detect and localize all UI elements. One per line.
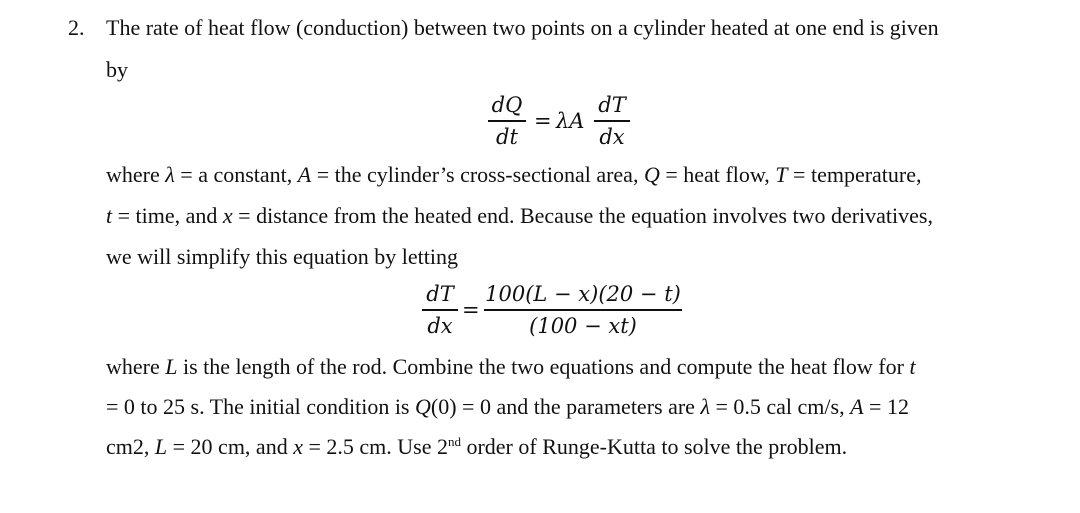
eq1-rhs-denominator: dx bbox=[599, 124, 625, 149]
text-line-4: t = time, and x = distance from the heated end. Because the equation involves two derivatives, bbox=[106, 203, 933, 228]
text-line-8: cm2, L = 20 cm, and x = 2.5 cm. Use 2nd order of Runge-Kutta to solve the problem. bbox=[106, 434, 848, 459]
eq2-rhs-bar bbox=[484, 309, 682, 311]
eq2-lhs-denominator: dx bbox=[427, 313, 453, 338]
equation-heat-flow bbox=[488, 92, 638, 156]
equation-temperature-gradient bbox=[422, 281, 692, 345]
eq1-equals: = bbox=[534, 109, 552, 133]
eq1-rhs-numerator: dT bbox=[598, 93, 626, 117]
problem-number: 2. bbox=[68, 15, 85, 40]
eq2-rhs-fraction bbox=[484, 281, 682, 339]
eq2-rhs-denominator: (100 − xt) bbox=[529, 313, 637, 338]
eq2-lhs-fraction bbox=[422, 281, 458, 339]
text-line-3: where λ = a constant, A = the cylinder’s cross-sectional area, Q = heat flow, T = temperature, bbox=[106, 162, 922, 187]
text-line-7: = 0 to 25 s. The initial condition is Q(0) = 0 and the parameters are λ = 0.5 cal cm/s, A = 12 bbox=[106, 394, 909, 419]
eq2-equals: = bbox=[462, 298, 480, 322]
eq1-coefficient: λA bbox=[556, 109, 585, 133]
eq1-lhs-bar bbox=[488, 120, 526, 122]
eq1-rhs-bar bbox=[594, 120, 630, 122]
eq2-lhs-numerator: dT bbox=[426, 282, 454, 306]
eq2-lhs-bar bbox=[422, 309, 458, 311]
eq1-rhs-fraction bbox=[594, 92, 630, 150]
text-line-6: where L is the length of the rod. Combine the two equations and compute the heat flow for t bbox=[106, 354, 916, 379]
eq1-lhs-numerator: dQ bbox=[491, 93, 523, 117]
text-line-5: we will simplify this equation by letting bbox=[106, 244, 458, 269]
text-line-2: by bbox=[106, 57, 128, 82]
text-line-1: The rate of heat flow (conduction) between two points on a cylinder heated at one end is given bbox=[106, 15, 939, 40]
eq1-lhs-fraction bbox=[488, 92, 526, 150]
eq1-lhs-denominator: dt bbox=[496, 124, 518, 149]
eq2-rhs-numerator: 100(L − x)(20 − t) bbox=[485, 282, 681, 306]
